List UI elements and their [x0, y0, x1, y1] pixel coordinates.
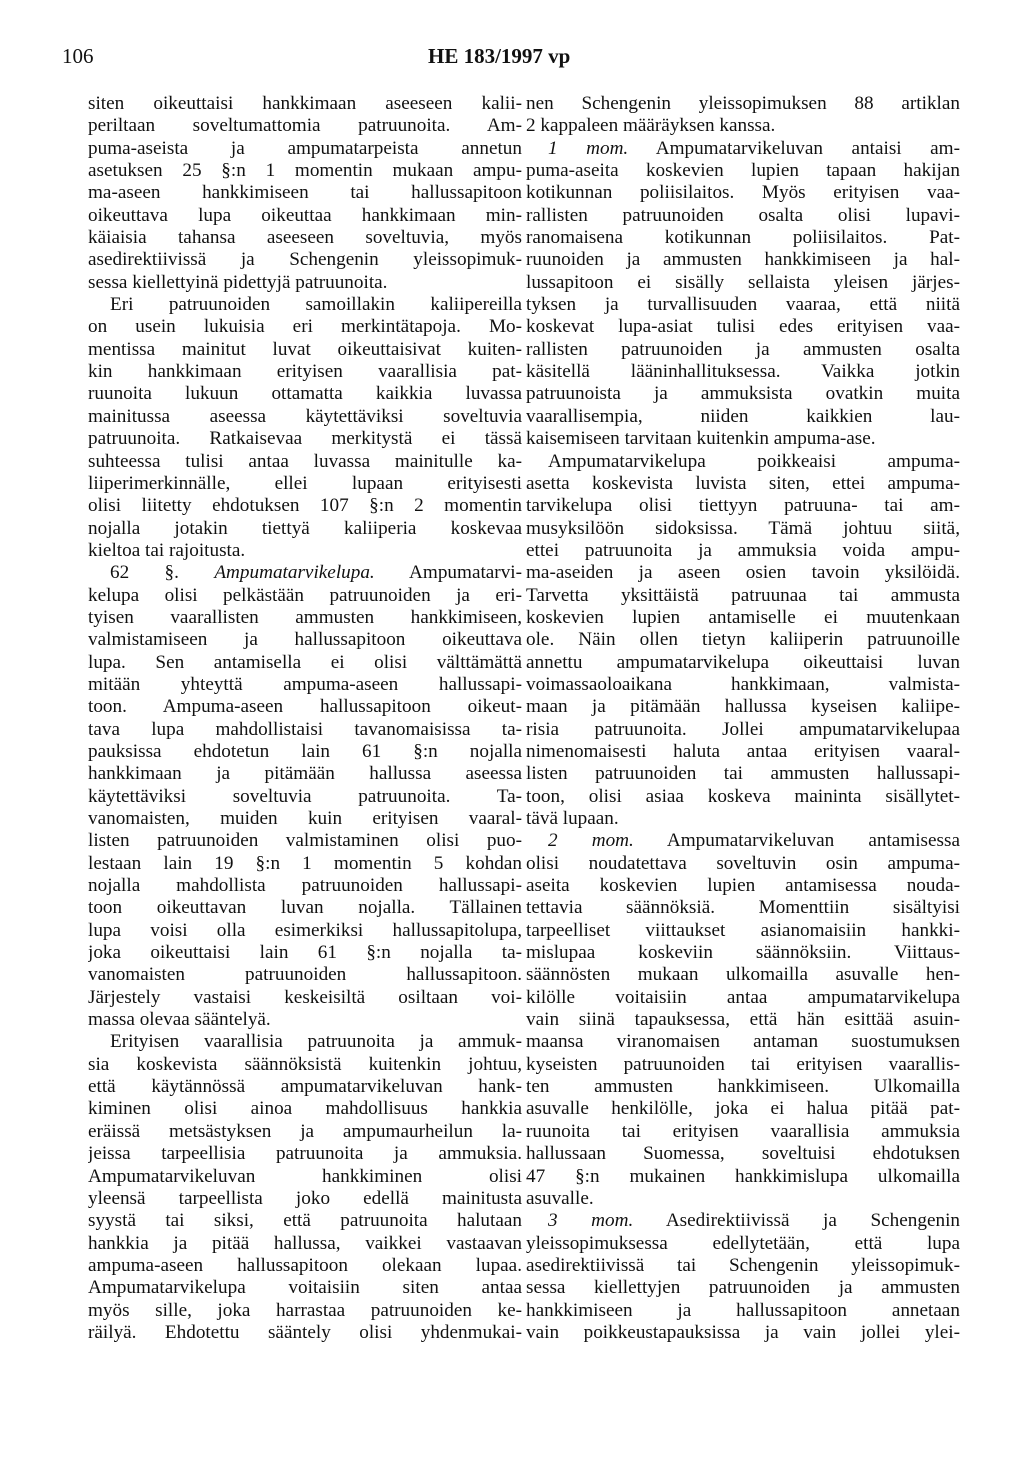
text-line: [526, 741, 960, 763]
text-line: [88, 272, 522, 294]
text-line: [88, 1322, 522, 1344]
line-text: hankkimiseen ja hallussapitoon annetaan: [526, 1299, 960, 1321]
line-text: kiminen olisi ainoa mahdollisuus hankkia: [88, 1098, 522, 1120]
text-line: [88, 897, 522, 919]
line-text: Ampumatarvikeluvan antaisi am-: [628, 137, 960, 159]
line-text: mainitussa aseessa käytettäviksi soveltuvia: [88, 405, 522, 427]
line-text: eräissä metsästyksen ja ampumaurheilun la-: [88, 1120, 522, 1142]
line-text: asetta koskevista luvista siten, ettei ampuma-: [526, 472, 960, 494]
text-line: [88, 451, 522, 473]
line-text: tarvikelupa olisi tiettyyn patruuna- tai am-: [526, 495, 960, 517]
line-text: asuvalle.: [526, 1187, 594, 1209]
text-line: [526, 674, 960, 696]
text-line: [88, 607, 522, 629]
text-line: [526, 1233, 960, 1255]
text-line: [526, 1166, 960, 1188]
line-text: sessa kiellettyjen patruunoiden ja ammusten: [526, 1277, 960, 1299]
text-line: [88, 696, 522, 718]
text-line: [526, 808, 960, 830]
text-line: [526, 205, 960, 227]
page-header: [0, 44, 1024, 74]
text-line: [526, 182, 960, 204]
line-text: hallussaan Suomessa, soveltuisi ehdotuksen: [526, 1143, 960, 1165]
text-line: [88, 1300, 522, 1322]
line-text: massa olevaa sääntelyä.: [88, 1009, 271, 1031]
line-text: patruunoista ja ammuksista ovatkin muita: [526, 383, 960, 405]
line-text: asuvalle henkilölle, joka ei halua pitää pat-: [526, 1098, 960, 1120]
text-line: [526, 585, 960, 607]
text-line: [526, 272, 960, 294]
text-line: [88, 853, 522, 875]
line-text: kotikunnan poliisilaitos. Myös erityisen vaa-: [526, 182, 960, 204]
text-line: [526, 1300, 960, 1322]
text-line: [526, 853, 960, 875]
text-line: [88, 115, 522, 137]
text-line: [526, 1188, 960, 1210]
text-line: [526, 763, 960, 785]
text-line: [526, 942, 960, 964]
text-line: [88, 316, 522, 338]
line-text: listen patruunoiden valmistaminen olisi puo-: [88, 830, 522, 852]
text-line: [526, 696, 960, 718]
text-line: [526, 93, 960, 115]
line-text: kyseisten patruunoiden tai erityisen vaarallis-: [526, 1053, 960, 1075]
text-line: [88, 249, 522, 271]
line-text: tettavia säännöksiä. Momenttiin sisältyisi: [526, 897, 960, 919]
text-line: [526, 1121, 960, 1143]
text-line: [526, 518, 960, 540]
text-line: [526, 361, 960, 383]
text-line: [88, 540, 522, 562]
text-line: [88, 920, 522, 942]
italic-heading: Ampumatarvikelupa.: [214, 562, 375, 584]
line-text: suhteessa tulisi antaa luvassa mainitulle ka-: [88, 450, 522, 472]
text-line: [526, 451, 960, 473]
line-text: vanomaisten, muiden kuin erityisen vaaral-: [88, 808, 522, 829]
line-text: listen patruunoiden tai ammusten hallussapi-: [526, 763, 960, 785]
line-text: ten ammusten hankkimiseen. Ulkomailla: [526, 1076, 960, 1098]
line-text: asedirektiivissä tai Schengenin yleissopimuk-: [526, 1254, 960, 1276]
text-line: [88, 562, 522, 584]
line-text: vanomaisten patruunoiden hallussapitoon.: [88, 964, 522, 986]
text-line: [526, 115, 960, 137]
text-line: [526, 629, 960, 651]
line-text: lussapitoon ei sisälly sellaista yleisen järjes-: [526, 271, 960, 293]
page-number: 106: [62, 44, 94, 68]
line-text: mentissa mainitut luvat oikeuttaisivat kuiten-: [88, 338, 522, 360]
text-line: [88, 808, 522, 830]
text-line: [526, 473, 960, 495]
italic-heading: 1 mom.: [548, 137, 629, 159]
left-column: [88, 93, 522, 1344]
text-line: [88, 160, 522, 182]
italic-heading: 2 mom.: [548, 830, 634, 852]
line-text: puma-aseita koskevien lupien tapaan hakijan: [526, 160, 960, 182]
text-line: [526, 1031, 960, 1053]
line-text: vain poikkeustapauksissa ja vain jollei ylei-: [526, 1321, 960, 1343]
text-line: [88, 1054, 522, 1076]
line-text: tava lupa mahdollistaisi tavanomaisissa ta-: [88, 718, 522, 740]
line-text: mislupaa koskeviin säännöksiin. Viittaus-: [526, 942, 960, 964]
text-line: [526, 1255, 960, 1277]
text-line: [88, 294, 522, 316]
text-line: [526, 964, 960, 986]
line-text: myös sille, joka harrastaa patruunoiden ke-: [88, 1299, 522, 1321]
line-text: puma-aseista ja ampumatarpeista annetun: [88, 137, 522, 159]
line-text: Ampumatarvikelupa poikkeaisi ampuma-: [548, 450, 960, 472]
text-line: [526, 875, 960, 897]
line-text: patruunoita. Ratkaisevaa merkitystä ei tässä: [88, 428, 522, 450]
line-text: vain siinä tapauksessa, että hän esittää asuin-: [526, 1009, 960, 1031]
line-text: kelupa olisi pelkästään patruunoiden ja eri-: [88, 584, 522, 606]
line-text: ole. Näin ollen tietyn kaliiperin patruunoille: [526, 629, 960, 651]
line-text: Ampumatarvikelupa voitaisiin siten antaa: [88, 1277, 522, 1299]
text-line: [88, 428, 522, 450]
line-text: olisi liitetty ehdotuksen 107 §:n 2 momentin: [88, 495, 522, 517]
text-line: [526, 652, 960, 674]
line-text: Ampumatarvi-: [374, 562, 522, 584]
line-text: ruunoita tai erityisen vaarallisia ammuksia: [526, 1120, 960, 1142]
line-text: koskevien lupien antamiselle ei muutenkaan: [526, 606, 960, 628]
text-line: [526, 786, 960, 808]
line-text: 47 §:n mukainen hankkimislupa ulkomailla: [526, 1165, 960, 1187]
text-line: [88, 1255, 522, 1277]
line-text: valmistamiseen ja hallussapitoon oikeuttava: [88, 629, 522, 651]
text-line: [88, 875, 522, 897]
line-text: rallisten patruunoiden osalta olisi lupavi-: [526, 204, 960, 226]
text-line: [88, 786, 522, 808]
line-text: olisi noudatettava soveltuvin osin ampuma-: [526, 852, 960, 874]
text-line: [88, 1210, 522, 1232]
text-line: [526, 316, 960, 338]
text-line: [88, 942, 522, 964]
text-line: [526, 406, 960, 428]
line-text: nimenomaisesti haluta antaa erityisen vaaral-: [526, 740, 960, 762]
text-line: [88, 987, 522, 1009]
line-text: ruunoiden ja ammusten hankkimiseen ja hal-: [526, 249, 960, 271]
text-line: [88, 182, 522, 204]
text-line: [526, 607, 960, 629]
line-text: voimassaoloaikana hankkimaan, valmista-: [526, 673, 960, 695]
text-line: [526, 719, 960, 741]
text-line: [88, 1009, 522, 1031]
line-text: sia koskevista säännöksistä kuitenkin johtuu,: [88, 1053, 522, 1075]
text-line: [88, 361, 522, 383]
text-line: [88, 830, 522, 852]
line-text: nen Schengenin yleissopimuksen 88 artiklan: [526, 93, 960, 114]
line-text: toon, olisi asiaa koskeva maininta sisällytet-: [526, 785, 960, 807]
line-text: tyksen ja turvallisuuden vaaraa, että niitä: [526, 294, 960, 316]
line-text: syystä tai siksi, että patruunoita halutaan: [88, 1210, 522, 1232]
text-line: [526, 897, 960, 919]
text-line: [88, 339, 522, 361]
line-text: tävä lupaan.: [526, 808, 619, 829]
text-line: [88, 1188, 522, 1210]
line-text: maansa viranomaisen antaman suostumuksen: [526, 1031, 960, 1053]
text-line: [88, 629, 522, 651]
line-text: liiperimerkinnälle, ellei lupaan erityisesti: [88, 472, 522, 494]
section-number: 62 §.: [110, 562, 215, 584]
line-text: että käytännössä ampumatarvikeluvan hank-: [88, 1076, 522, 1098]
line-text: ma-aseiden ja aseen osien tavoin yksilöidä.: [526, 562, 960, 584]
line-text: asetuksen 25 §:n 1 momentin mukaan ampu-: [88, 160, 522, 182]
line-text: toon oikeuttavan luvan nojalla. Tällainen: [88, 897, 522, 919]
text-line: [88, 585, 522, 607]
line-text: nojalla mahdollista patruunoiden hallussapi-: [88, 875, 522, 897]
text-line: [526, 1098, 960, 1120]
text-line: [88, 719, 522, 741]
line-text: koskevat lupa-asiat tulisi edes erityisen vaa-: [526, 316, 960, 338]
right-column: [526, 93, 960, 1344]
line-text: käiaisia tahansa aseeseen soveltuvia, myös: [88, 227, 522, 249]
text-line: [526, 1322, 960, 1344]
line-text: kaisemiseen tarvitaan kuitenkin ampuma-ase.: [526, 428, 876, 450]
line-text: hankkia ja pitää hallussa, vaikkei vastaavan: [88, 1232, 522, 1254]
text-line: [526, 294, 960, 316]
line-text: musyksilöön sidoksissa. Tämä johtuu siitä,: [526, 517, 960, 539]
line-text: on usein lukuisia eri merkintätapoja. Mo-: [88, 316, 522, 338]
text-line: [88, 1233, 522, 1255]
text-line: [88, 674, 522, 696]
line-text: sessa kiellettyinä pidettyjä patruunoita.: [88, 271, 388, 293]
line-text: hankkimaan ja pitämään hallussa aseessa: [88, 763, 522, 785]
text-line: [526, 249, 960, 271]
line-text: mitään yhteyttä ampuma-aseen hallussapi-: [88, 673, 522, 695]
text-line: [526, 1009, 960, 1031]
text-line: [88, 1076, 522, 1098]
text-line: [88, 1031, 522, 1053]
text-line: [526, 138, 960, 160]
text-line: [88, 763, 522, 785]
text-line: [88, 964, 522, 986]
text-line: [88, 473, 522, 495]
line-text: periltaan soveltumattomia patruunoita. Am-: [88, 115, 522, 137]
line-text: käsitellä lääninhallituksessa. Vaikka jotkin: [526, 361, 960, 383]
line-text: lupa. Sen antamisella ei olisi välttämättä: [88, 651, 522, 673]
line-text: Ampumatarvikeluvan hankkiminen olisi: [88, 1165, 522, 1187]
text-line: [88, 406, 522, 428]
text-line: [526, 160, 960, 182]
line-text: rallisten patruunoiden ja ammusten osalta: [526, 338, 960, 360]
text-line: [88, 138, 522, 160]
line-text: siten oikeuttaisi hankkimaan aseeseen kalii-: [88, 93, 522, 114]
line-text: vaarallisempia, niiden kaikkien lau-: [526, 405, 960, 427]
text-line: [88, 1166, 522, 1188]
text-line: [88, 652, 522, 674]
line-text: ma-aseen hankkimiseen tai hallussapitoon: [88, 182, 522, 204]
text-line: [526, 1210, 960, 1232]
line-text: tarpeelliset viittaukset asianomaisiin hankki-: [526, 919, 960, 941]
line-text: ettei patruunoita ja ammuksia voida ampu-: [526, 539, 960, 561]
line-text: käytettäviksi soveltuvia patruunoita. Ta-: [88, 785, 522, 807]
line-text: nojalla jotakin tiettyä kaliiperia koskevaa: [88, 517, 522, 539]
line-text: säännösten mukaan ulkomailla asuvalle hen-: [526, 964, 960, 986]
line-text: toon. Ampuma-aseen hallussapitoon oikeut-: [88, 696, 522, 718]
line-text: ranomaisena kotikunnan poliisilaitos. Pat-: [526, 227, 960, 249]
line-text: yleensä tarpeellista joko edellä mainitusta: [88, 1187, 522, 1209]
line-text: Järjestely vastaisi keskeisiltä osiltaan voi-: [88, 986, 522, 1008]
line-text: Eri patruunoiden samoillakin kaliipereilla: [110, 294, 522, 316]
line-text: Tarvetta yksittäistä patruunaa tai ammusta: [526, 584, 960, 606]
line-text: ampuma-aseen hallussapitoon olekaan lupaa.: [88, 1254, 522, 1276]
italic-heading: 3 mom.: [548, 1210, 634, 1232]
line-text: risia patruunoita. Jollei ampumatarvikelupaa: [526, 718, 960, 740]
text-line: [88, 495, 522, 517]
line-text: Erityisen vaarallisia patruunoita ja ammuk-: [110, 1031, 522, 1053]
line-text: kin hankkimaan erityisen vaarallisia pat-: [88, 361, 522, 383]
line-text: 2 kappaleen määräyksen kanssa.: [526, 115, 776, 137]
text-line: [526, 920, 960, 942]
text-line: [526, 1143, 960, 1165]
line-text: yleissopimuksessa edellytetään, että lupa: [526, 1232, 960, 1254]
text-line: [88, 1098, 522, 1120]
text-line: [526, 428, 960, 450]
line-text: ruunoita lukuun ottamatta kaikkia luvassa: [88, 383, 522, 405]
text-line: [526, 987, 960, 1009]
line-text: maan ja pitämään hallussa kyseisen kaliipe-: [526, 696, 960, 718]
line-text: Asedirektiivissä ja Schengenin: [633, 1210, 960, 1232]
text-line: [526, 495, 960, 517]
text-line: [88, 1277, 522, 1299]
text-line: [526, 1054, 960, 1076]
text-line: [526, 540, 960, 562]
line-text: annettu ampumatarvikelupa oikeuttaisi luvan: [526, 651, 960, 673]
text-line: [526, 1277, 960, 1299]
text-line: [526, 1076, 960, 1098]
text-line: [526, 830, 960, 852]
document-id: HE 183/1997 vp: [428, 44, 571, 68]
line-text: pauksissa ehdotetun lain 61 §:n nojalla: [88, 740, 522, 762]
line-text: räilyä. Ehdotettu sääntely olisi yhdenmukai-: [88, 1321, 522, 1343]
text-line: [88, 1143, 522, 1165]
text-line: [88, 93, 522, 115]
text-line: [88, 383, 522, 405]
text-line: [88, 227, 522, 249]
line-text: lestaan lain 19 §:n 1 momentin 5 kohdan: [88, 852, 522, 874]
line-text: oikeuttava lupa oikeuttaa hankkimaan min-: [88, 204, 522, 226]
text-line: [526, 339, 960, 361]
text-line: [88, 205, 522, 227]
text-line: [526, 383, 960, 405]
line-text: kilölle voitaisiin antaa ampumatarvikelupa: [526, 986, 960, 1008]
text-line: [526, 227, 960, 249]
line-text: asedirektiivissä ja Schengenin yleissopimuk-: [88, 249, 522, 271]
text-line: [88, 518, 522, 540]
line-text: lupa voisi olla esimerkiksi hallussapitolupa,: [88, 919, 522, 941]
line-text: aseita koskevien lupien antamisessa nouda-: [526, 875, 960, 897]
text-line: [88, 741, 522, 763]
line-text: kieltoa tai rajoitusta.: [88, 539, 246, 561]
text-line: [526, 562, 960, 584]
line-text: Ampumatarvikeluvan antamisessa: [633, 830, 960, 852]
text-line: [88, 1121, 522, 1143]
line-text: tyisen vaarallisten ammusten hankkimiseen,: [88, 606, 522, 628]
line-text: joka oikeuttaisi lain 61 §:n nojalla ta-: [88, 942, 522, 964]
line-text: jeissa tarpeellisia patruunoita ja ammuksia.: [88, 1143, 522, 1165]
